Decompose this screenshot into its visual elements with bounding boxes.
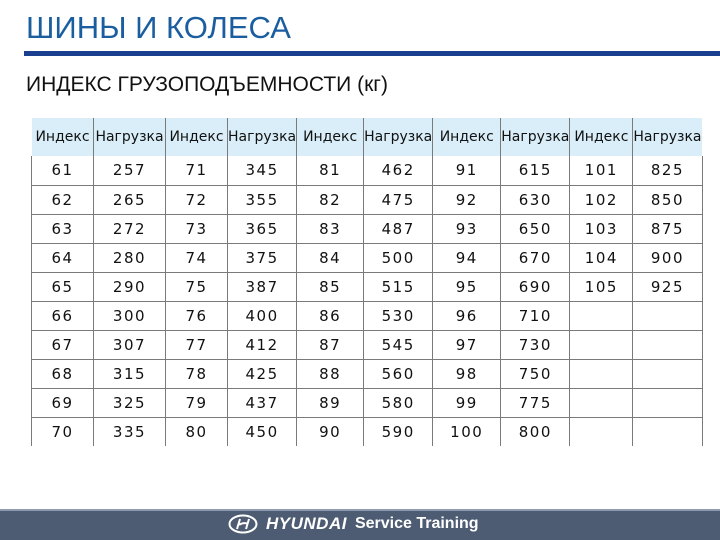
load-cell: 462 [364,156,433,185]
load-cell: 400 [228,301,297,330]
column-header-load: Нагрузка [364,118,433,156]
load-cell: 690 [501,272,570,301]
load-cell: 487 [364,214,433,243]
load-cell: 307 [94,330,166,359]
index-cell: 104 [570,243,633,272]
load-cell: 530 [364,301,433,330]
index-cell: 84 [297,243,364,272]
load-cell: 272 [94,214,166,243]
index-cell: 69 [32,388,94,417]
load-cell: 365 [228,214,297,243]
load-cell: 515 [364,272,433,301]
hyundai-logo-icon [228,514,258,534]
index-cell: 105 [570,272,633,301]
load-cell: 630 [501,185,570,214]
title-divider [24,51,720,56]
table-row [32,214,703,243]
column-header-load: Нагрузка [633,118,702,156]
load-cell: 335 [94,417,166,446]
load-cell: 387 [228,272,297,301]
table-row [32,330,703,359]
index-cell: 75 [166,272,228,301]
index-cell: 83 [297,214,364,243]
index-cell: 62 [32,185,94,214]
index-cell: 88 [297,359,364,388]
load-cell: 300 [94,301,166,330]
load-cell: 590 [364,417,433,446]
index-cell [570,330,633,359]
index-cell: 73 [166,214,228,243]
index-cell [570,417,633,446]
load-cell: 775 [501,388,570,417]
index-cell: 66 [32,301,94,330]
load-cell: 412 [228,330,297,359]
load-cell: 325 [94,388,166,417]
index-cell: 97 [433,330,501,359]
index-cell: 101 [570,156,633,185]
load-cell: 850 [633,185,702,214]
index-cell: 102 [570,185,633,214]
index-cell: 96 [433,301,501,330]
index-cell: 70 [32,417,94,446]
table-row [32,272,703,301]
index-cell: 81 [297,156,364,185]
load-cell: 650 [501,214,570,243]
index-cell: 95 [433,272,501,301]
index-cell: 91 [433,156,501,185]
load-cell: 425 [228,359,297,388]
load-cell: 900 [633,243,702,272]
index-cell: 71 [166,156,228,185]
load-index-table [31,118,703,446]
load-cell: 750 [501,359,570,388]
load-cell: 730 [501,330,570,359]
slide-subtitle: ИНДЕКС ГРУЗОПОДЪЕМНОСТИ (кг) [26,73,388,96]
index-cell: 87 [297,330,364,359]
table-row [32,156,703,185]
index-cell: 67 [32,330,94,359]
column-header-index: Индекс [166,118,228,156]
index-cell: 68 [32,359,94,388]
index-cell: 100 [433,417,501,446]
load-cell: 290 [94,272,166,301]
index-cell [570,301,633,330]
load-cell: 825 [633,156,702,185]
load-cell: 345 [228,156,297,185]
load-cell: 545 [364,330,433,359]
load-cell: 710 [501,301,570,330]
index-cell: 99 [433,388,501,417]
column-header-index: Индекс [32,118,94,156]
load-cell [633,301,702,330]
load-cell: 280 [94,243,166,272]
load-cell: 800 [501,417,570,446]
table-row [32,388,703,417]
table-row [32,243,703,272]
index-cell: 61 [32,156,94,185]
index-cell: 76 [166,301,228,330]
load-cell: 580 [364,388,433,417]
load-cell [633,417,702,446]
index-cell: 77 [166,330,228,359]
footer-brand: HYUNDAI [266,514,347,533]
load-cell: 560 [364,359,433,388]
column-header-index: Индекс [297,118,364,156]
table-body [32,156,703,446]
index-cell: 94 [433,243,501,272]
footer-branding [228,513,479,535]
index-cell [570,359,633,388]
load-cell: 500 [364,243,433,272]
index-cell [570,388,633,417]
table-row [32,301,703,330]
load-cell: 265 [94,185,166,214]
table-row [32,417,703,446]
index-cell: 72 [166,185,228,214]
footer-service-label: Service Training [354,515,479,532]
index-cell: 80 [166,417,228,446]
load-cell [633,359,702,388]
load-cell [633,330,702,359]
index-cell: 64 [32,243,94,272]
index-cell: 90 [297,417,364,446]
index-cell: 92 [433,185,501,214]
index-cell: 89 [297,388,364,417]
index-cell: 98 [433,359,501,388]
load-cell: 925 [633,272,702,301]
load-cell [633,388,702,417]
load-cell: 375 [228,243,297,272]
load-cell: 355 [228,185,297,214]
column-header-index: Индекс [433,118,501,156]
index-cell: 79 [166,388,228,417]
table-header-row [32,118,703,156]
table-row [32,359,703,388]
load-cell: 615 [501,156,570,185]
index-cell: 74 [166,243,228,272]
load-cell: 315 [94,359,166,388]
index-cell: 103 [570,214,633,243]
load-cell: 257 [94,156,166,185]
index-cell: 78 [166,359,228,388]
index-cell: 85 [297,272,364,301]
load-cell: 450 [228,417,297,446]
table-row [32,185,703,214]
column-header-index: Индекс [570,118,633,156]
index-cell: 63 [32,214,94,243]
index-cell: 86 [297,301,364,330]
index-cell: 65 [32,272,94,301]
index-cell: 93 [433,214,501,243]
load-cell: 475 [364,185,433,214]
load-cell: 437 [228,388,297,417]
load-cell: 875 [633,214,702,243]
slide-title: ШИНЫ И КОЛЕСА [26,10,291,45]
column-header-load: Нагрузка [228,118,297,156]
load-cell: 670 [501,243,570,272]
index-cell: 82 [297,185,364,214]
column-header-load: Нагрузка [501,118,570,156]
column-header-load: Нагрузка [94,118,166,156]
